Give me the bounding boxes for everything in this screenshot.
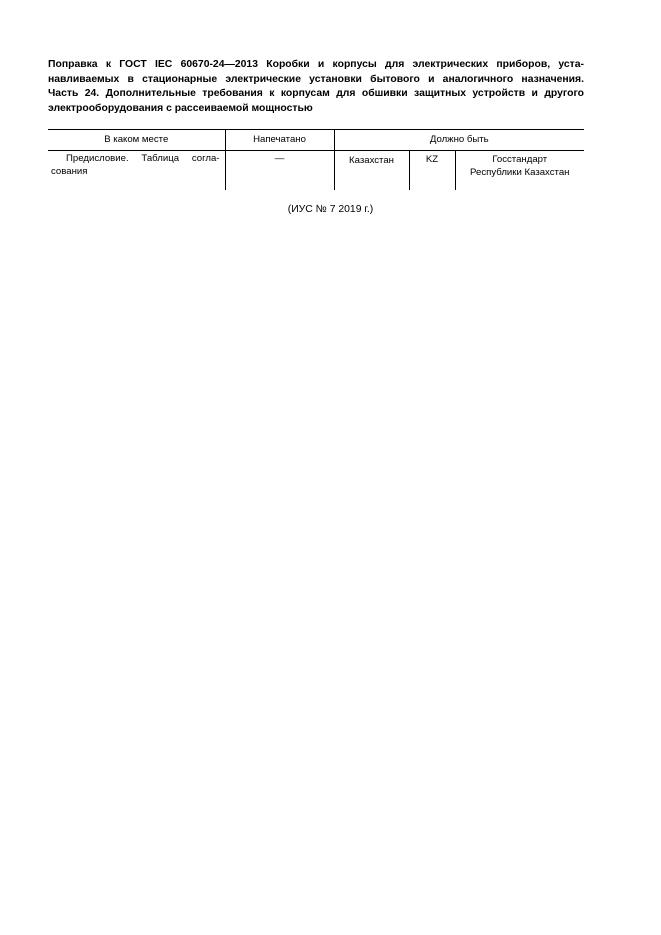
table-header-row (48, 130, 584, 151)
cell-code (409, 151, 455, 191)
cell-place-text: Предисловие. Таблица согла-сования (51, 153, 220, 177)
title-line-1: Поправка к ГОСТ IEC 60670-24—2013 Коробки и корпусы для электрических приборов, уста- (48, 59, 584, 70)
header-should-be: Должно быть (334, 130, 584, 151)
cell-place (48, 151, 225, 191)
title-line-4: электрооборудования с рассеиваемой мощностью (48, 102, 313, 114)
table-row (48, 151, 584, 191)
amendment-title (48, 58, 584, 116)
cell-printed (225, 151, 334, 191)
cell-printed-text: — (274, 153, 285, 164)
cell-code-text: KZ (425, 154, 439, 165)
title-line-3: Часть 24. Дополнительные требования к корпусам для обшивки защитных устройств и другого (48, 88, 584, 99)
footer-note: (ИУС № 7 2019 г.) (287, 204, 374, 215)
header-place: В каком месте (48, 130, 225, 151)
header-printed: Напечатано (225, 130, 334, 151)
cell-country-text: Казахстан (349, 155, 394, 166)
cell-agency (455, 151, 584, 191)
cell-agency-text: Госстандарт Республики Казахстан (470, 154, 570, 178)
cell-country (334, 151, 409, 191)
amendment-table (48, 129, 584, 190)
title-line-2: навливаемых в стационарные электрические установки бытового и аналогичного назначения. (48, 73, 584, 85)
